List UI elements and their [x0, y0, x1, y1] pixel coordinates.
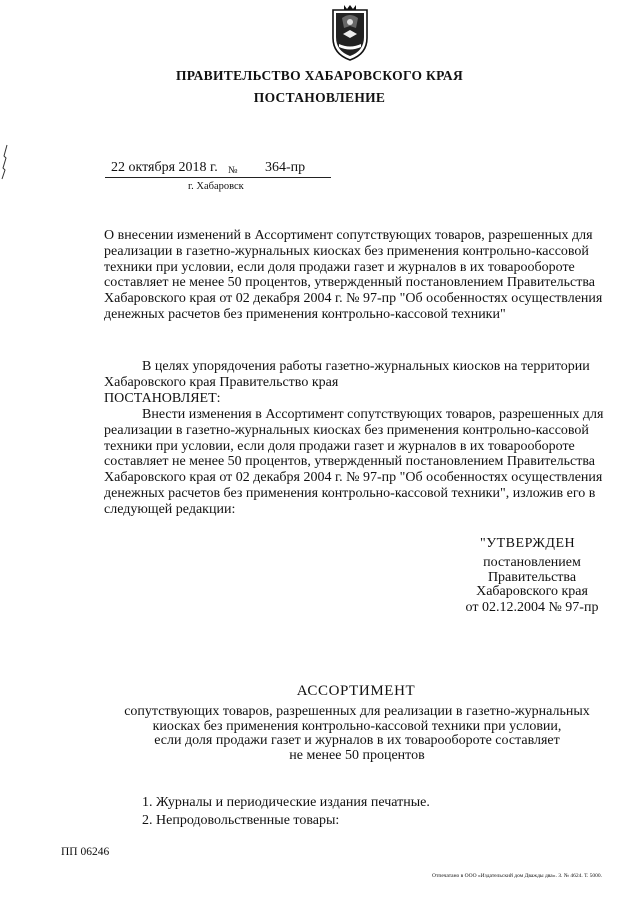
approval-heading: "УТВЕРЖДЕН: [480, 536, 576, 551]
document-type: ПОСТАНОВЛЕНИЕ: [253, 90, 386, 105]
approval-line: Хабаровского края: [476, 584, 588, 599]
list-item: 2. Непродовольственные товары:: [142, 813, 340, 828]
approval-line: от 02.12.2004 № 97-пр: [465, 600, 599, 615]
city: г. Хабаровск: [188, 181, 244, 192]
subtitle-line: не менее 50 процентов: [289, 747, 425, 763]
approval-line: Правительства: [487, 570, 577, 585]
list-item: 1. Журналы и периодические издания печатные.: [142, 795, 430, 810]
subtitle-line: киосках без применения контрольно-кассовой техники при условии,: [152, 718, 562, 734]
document-code: ПП 06246: [61, 846, 110, 858]
subtitle-line: если доля продажи газет и журналов в их товарообороте составляет: [154, 733, 560, 748]
decree-date: 22 октября 2018 г.: [111, 160, 218, 175]
ruling-word: ПОСТАНОВЛЯЕТ:: [104, 391, 221, 406]
decree-subject: О внесении изменений в Ассортимент сопутствующих товаров, разрешенных для реализации в газетно-журнальных киосках без применения контрольно-кассовой техники при условии, если доля продажи газет и журналов в их товарообороте составляет не менее 50 процентов, утвержденный постановлением Правительства Хабаровского края от 02 декабря 2004 г. № 97-пр "Об особенностях осуществления денежных расчетов без применения контрольно-кассовой техники": [104, 228, 603, 322]
body-paragraph: Внести изменения в Ассортимент сопутствующих товаров, разрешенных для реализации в газетно-журнальных киосках без применения контрольно-кассовой техники при условии, если доля продажи газет и журналов в их товарообороте составляет не менее 50 процентов, утвержденный постановлением Правительства Хабаровского края от 02 декабря 2004 г. № 97-пр "Об особенностях осуществления денежных расчетов без применения контрольно-кассовой техники", изложив его в следующей редакции:: [104, 407, 604, 517]
government-name: ПРАВИТЕЛЬСТВО ХАБАРОВСКОГО КРАЯ: [176, 68, 463, 83]
decree-number: 364-пр: [265, 160, 306, 175]
margin-mark: [1, 144, 9, 180]
assortment-title: АССОРТИМЕНТ: [296, 683, 416, 699]
number-label: №: [228, 165, 238, 176]
intro-paragraph: В целях упорядочения работы газетно-журнальных киосков на территории Хабаровского края Правительство края: [104, 359, 590, 390]
assortment-subtitle: [104, 705, 610, 763]
printer-imprint: Отпечатано в ООО «Издательский дом Дважды два». З. № 4624. Т. 5000.: [432, 873, 603, 879]
khabarovsk-coat-of-arms-icon: [329, 4, 371, 62]
date-number-underline: [105, 177, 331, 178]
subtitle-line: сопутствующих товаров, разрешенных для реализации в газетно-журнальных: [124, 704, 590, 719]
approval-line: постановлением: [483, 555, 581, 570]
